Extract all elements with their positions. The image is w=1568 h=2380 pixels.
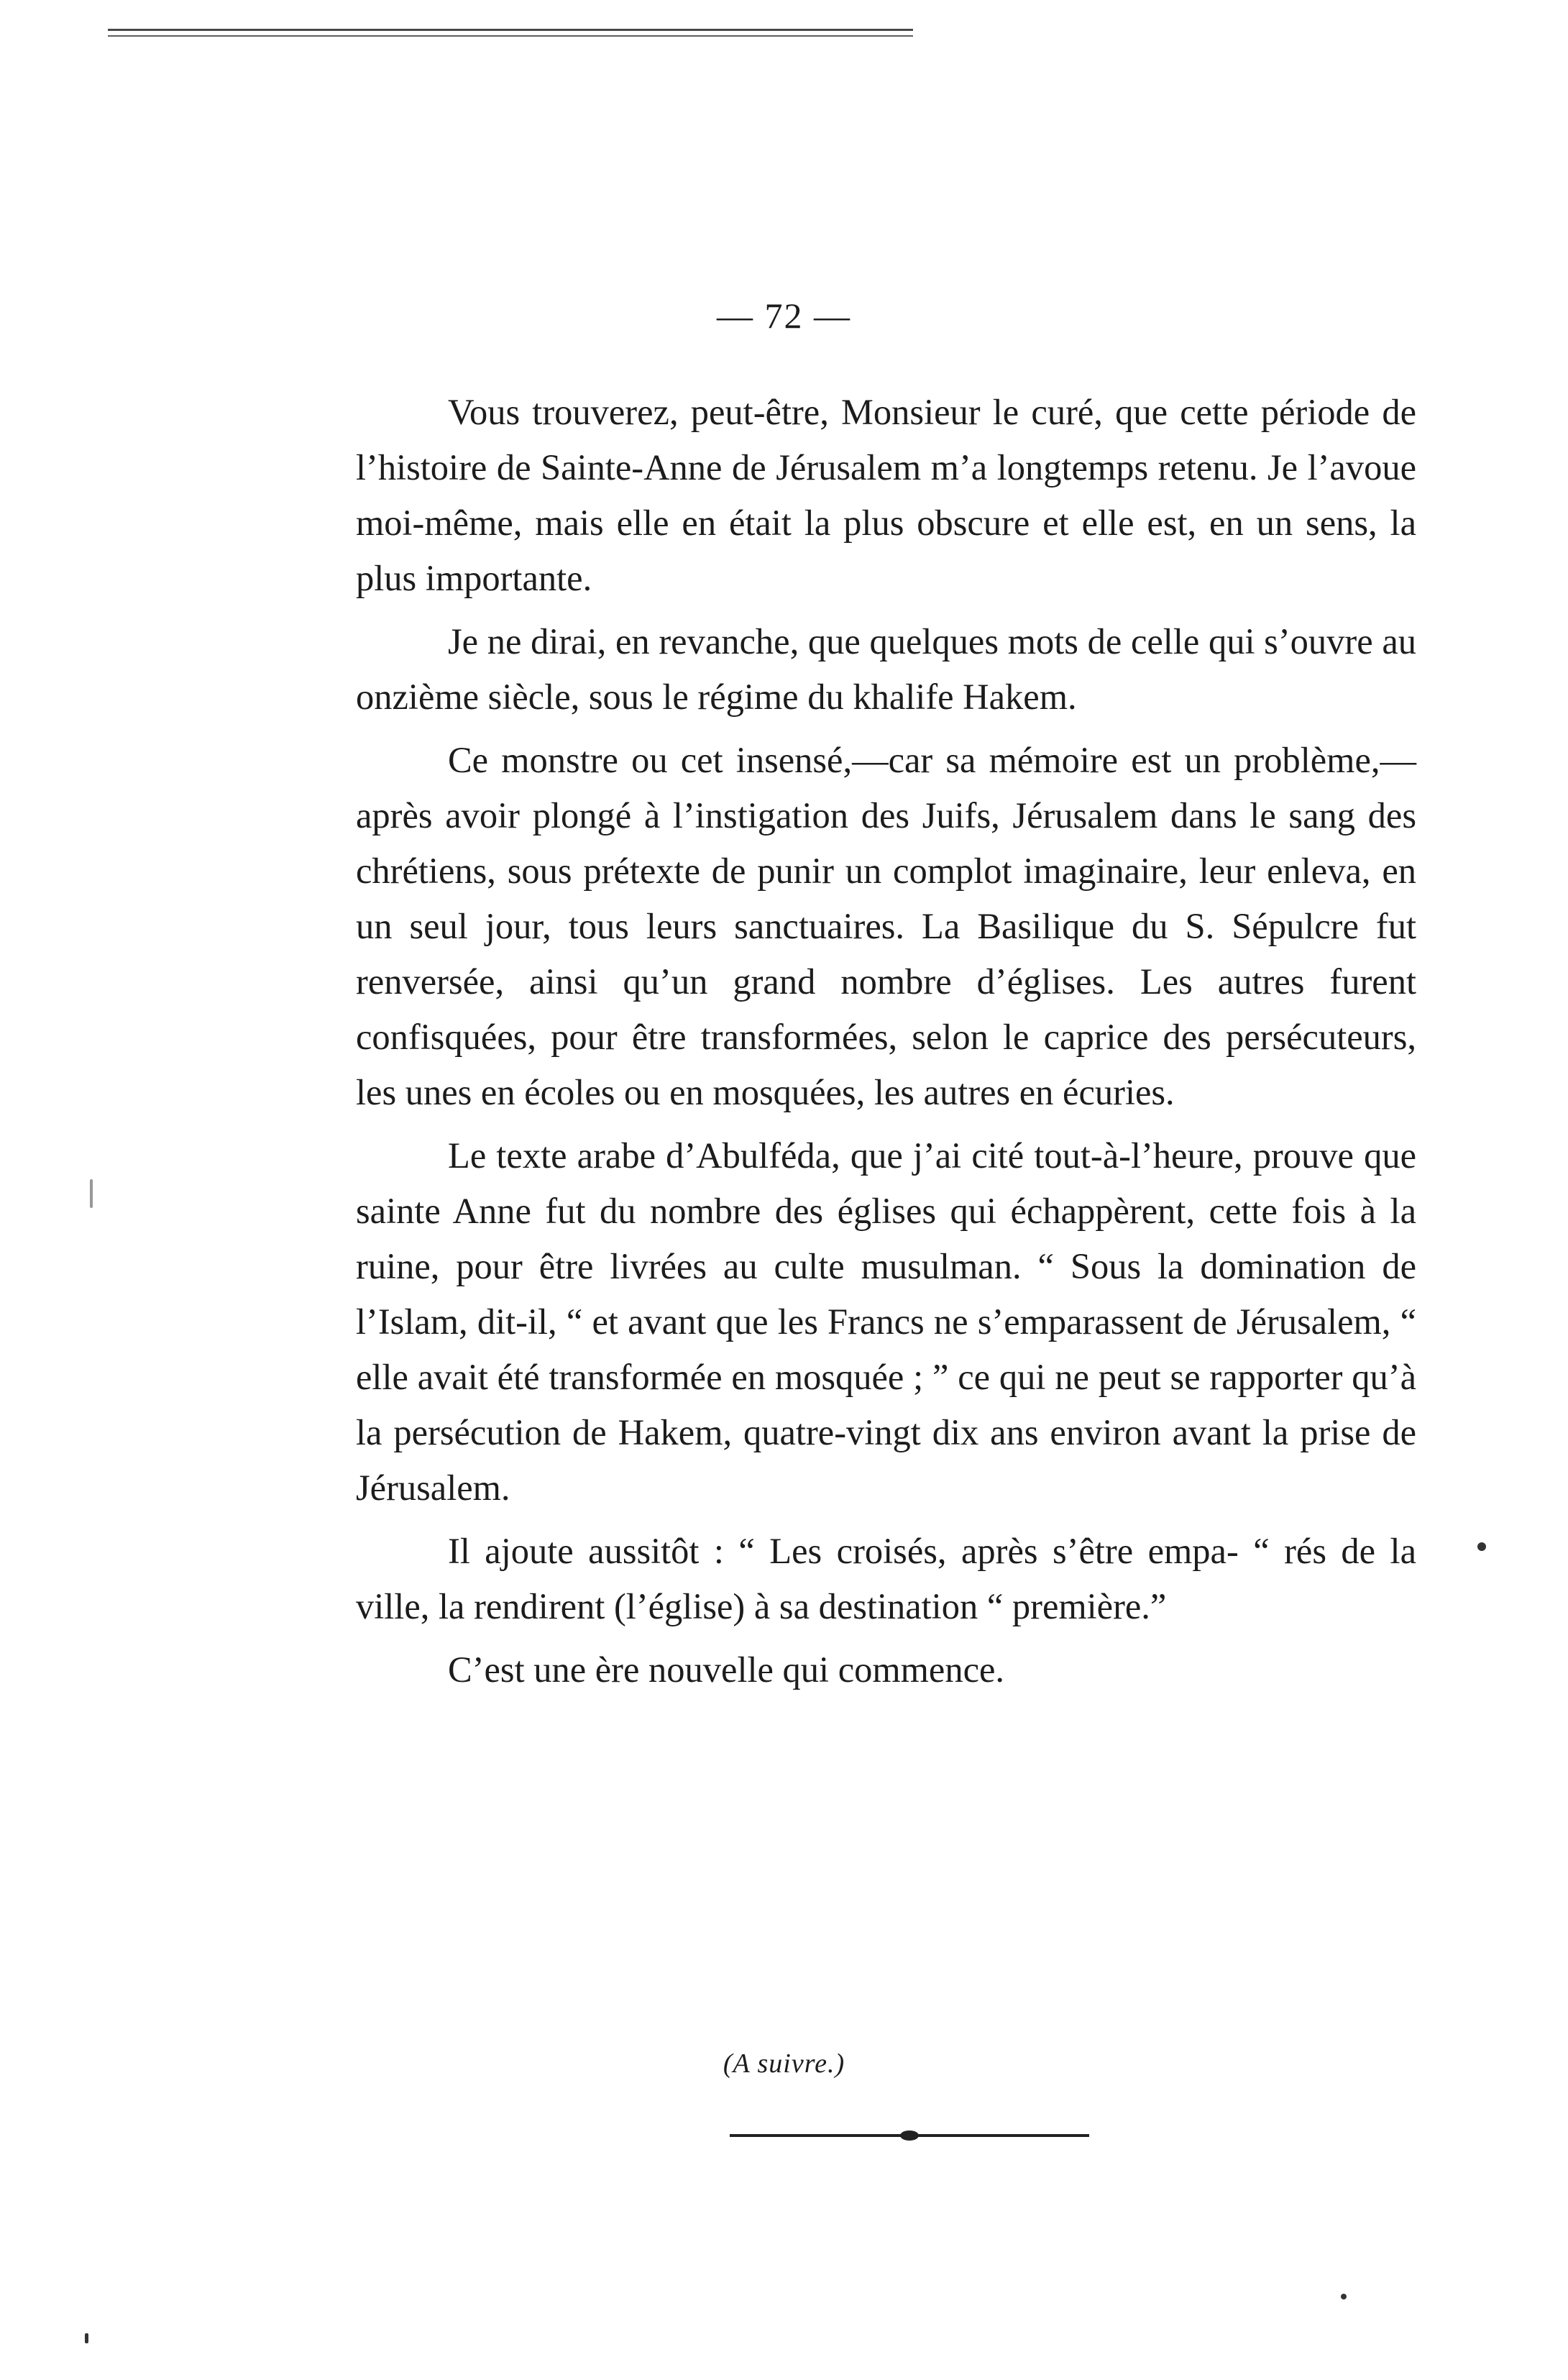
page-number: — 72 — <box>717 296 851 336</box>
paragraph-1: Vous trouverez, peut-être, Monsieur le curé, que cette période de l’histoire de Sainte-Anne de Jérusalem m’a longtemps retenu. Je l’avoue moi-même, mais elle en était la plus obscure et elle est, en un sens, la plus importante. <box>356 392 1416 598</box>
margin-speck-right <box>1477 1542 1486 1551</box>
top-rule <box>108 29 913 37</box>
margin-speck-bottom <box>1341 2294 1347 2299</box>
body-text <box>356 385 1416 1706</box>
margin-speck-left-mid <box>90 1179 93 1208</box>
paragraph-6: C’est une ère nouvelle qui commence. <box>448 1649 1005 1690</box>
continuation-note: (A suivre.) <box>723 2049 845 2079</box>
paragraph-5: Il ajoute aussitôt : “ Les croisés, après s’être empa- “ rés de la ville, la rendirent (l’église) à sa destination “ première.” <box>356 1531 1416 1626</box>
ornament-dot-icon <box>900 2130 919 2141</box>
margin-speck-left <box>85 2333 88 2343</box>
end-ornament <box>730 2128 1089 2143</box>
paragraph-4: Le texte arabe d’Abulféda, que j’ai cité tout-à-l’heure, prouve que sainte Anne fut du nombre des églises qui échappèrent, cette fois à la ruine, pour être livrées au culte musulman. “ Sous la domination de l’Islam, dit-il, “ et avant que les Francs ne s’emparassent de Jérusalem, “ elle avait été transformée en mosquée ; ” ce qui ne peut se rapporter qu’à la persécution de Hakem, quatre-vingt dix ans environ avant la prise de Jérusalem. <box>356 1135 1416 1508</box>
paragraph-2: Je ne dirai, en revanche, que quelques mots de celle qui s’ouvre au onzième siècle, sous le régime du khalife Hakem. <box>356 621 1416 717</box>
paragraph-3: Ce monstre ou cet insensé,—car sa mémoire est un problème,—après avoir plongé à l’instigation des Juifs, Jérusalem dans le sang des chrétiens, sous prétexte de punir un complot imaginaire, leur enleva, en un seul jour, tous leurs sanctuaires. La Basilique du S. Sépulcre fut renversée, ainsi qu’un grand nombre d’églises. Les autres furent confisquées, pour être transformées, selon le caprice des persécuteurs, les unes en écoles ou en mosquées, les autres en écuries. <box>356 740 1416 1112</box>
